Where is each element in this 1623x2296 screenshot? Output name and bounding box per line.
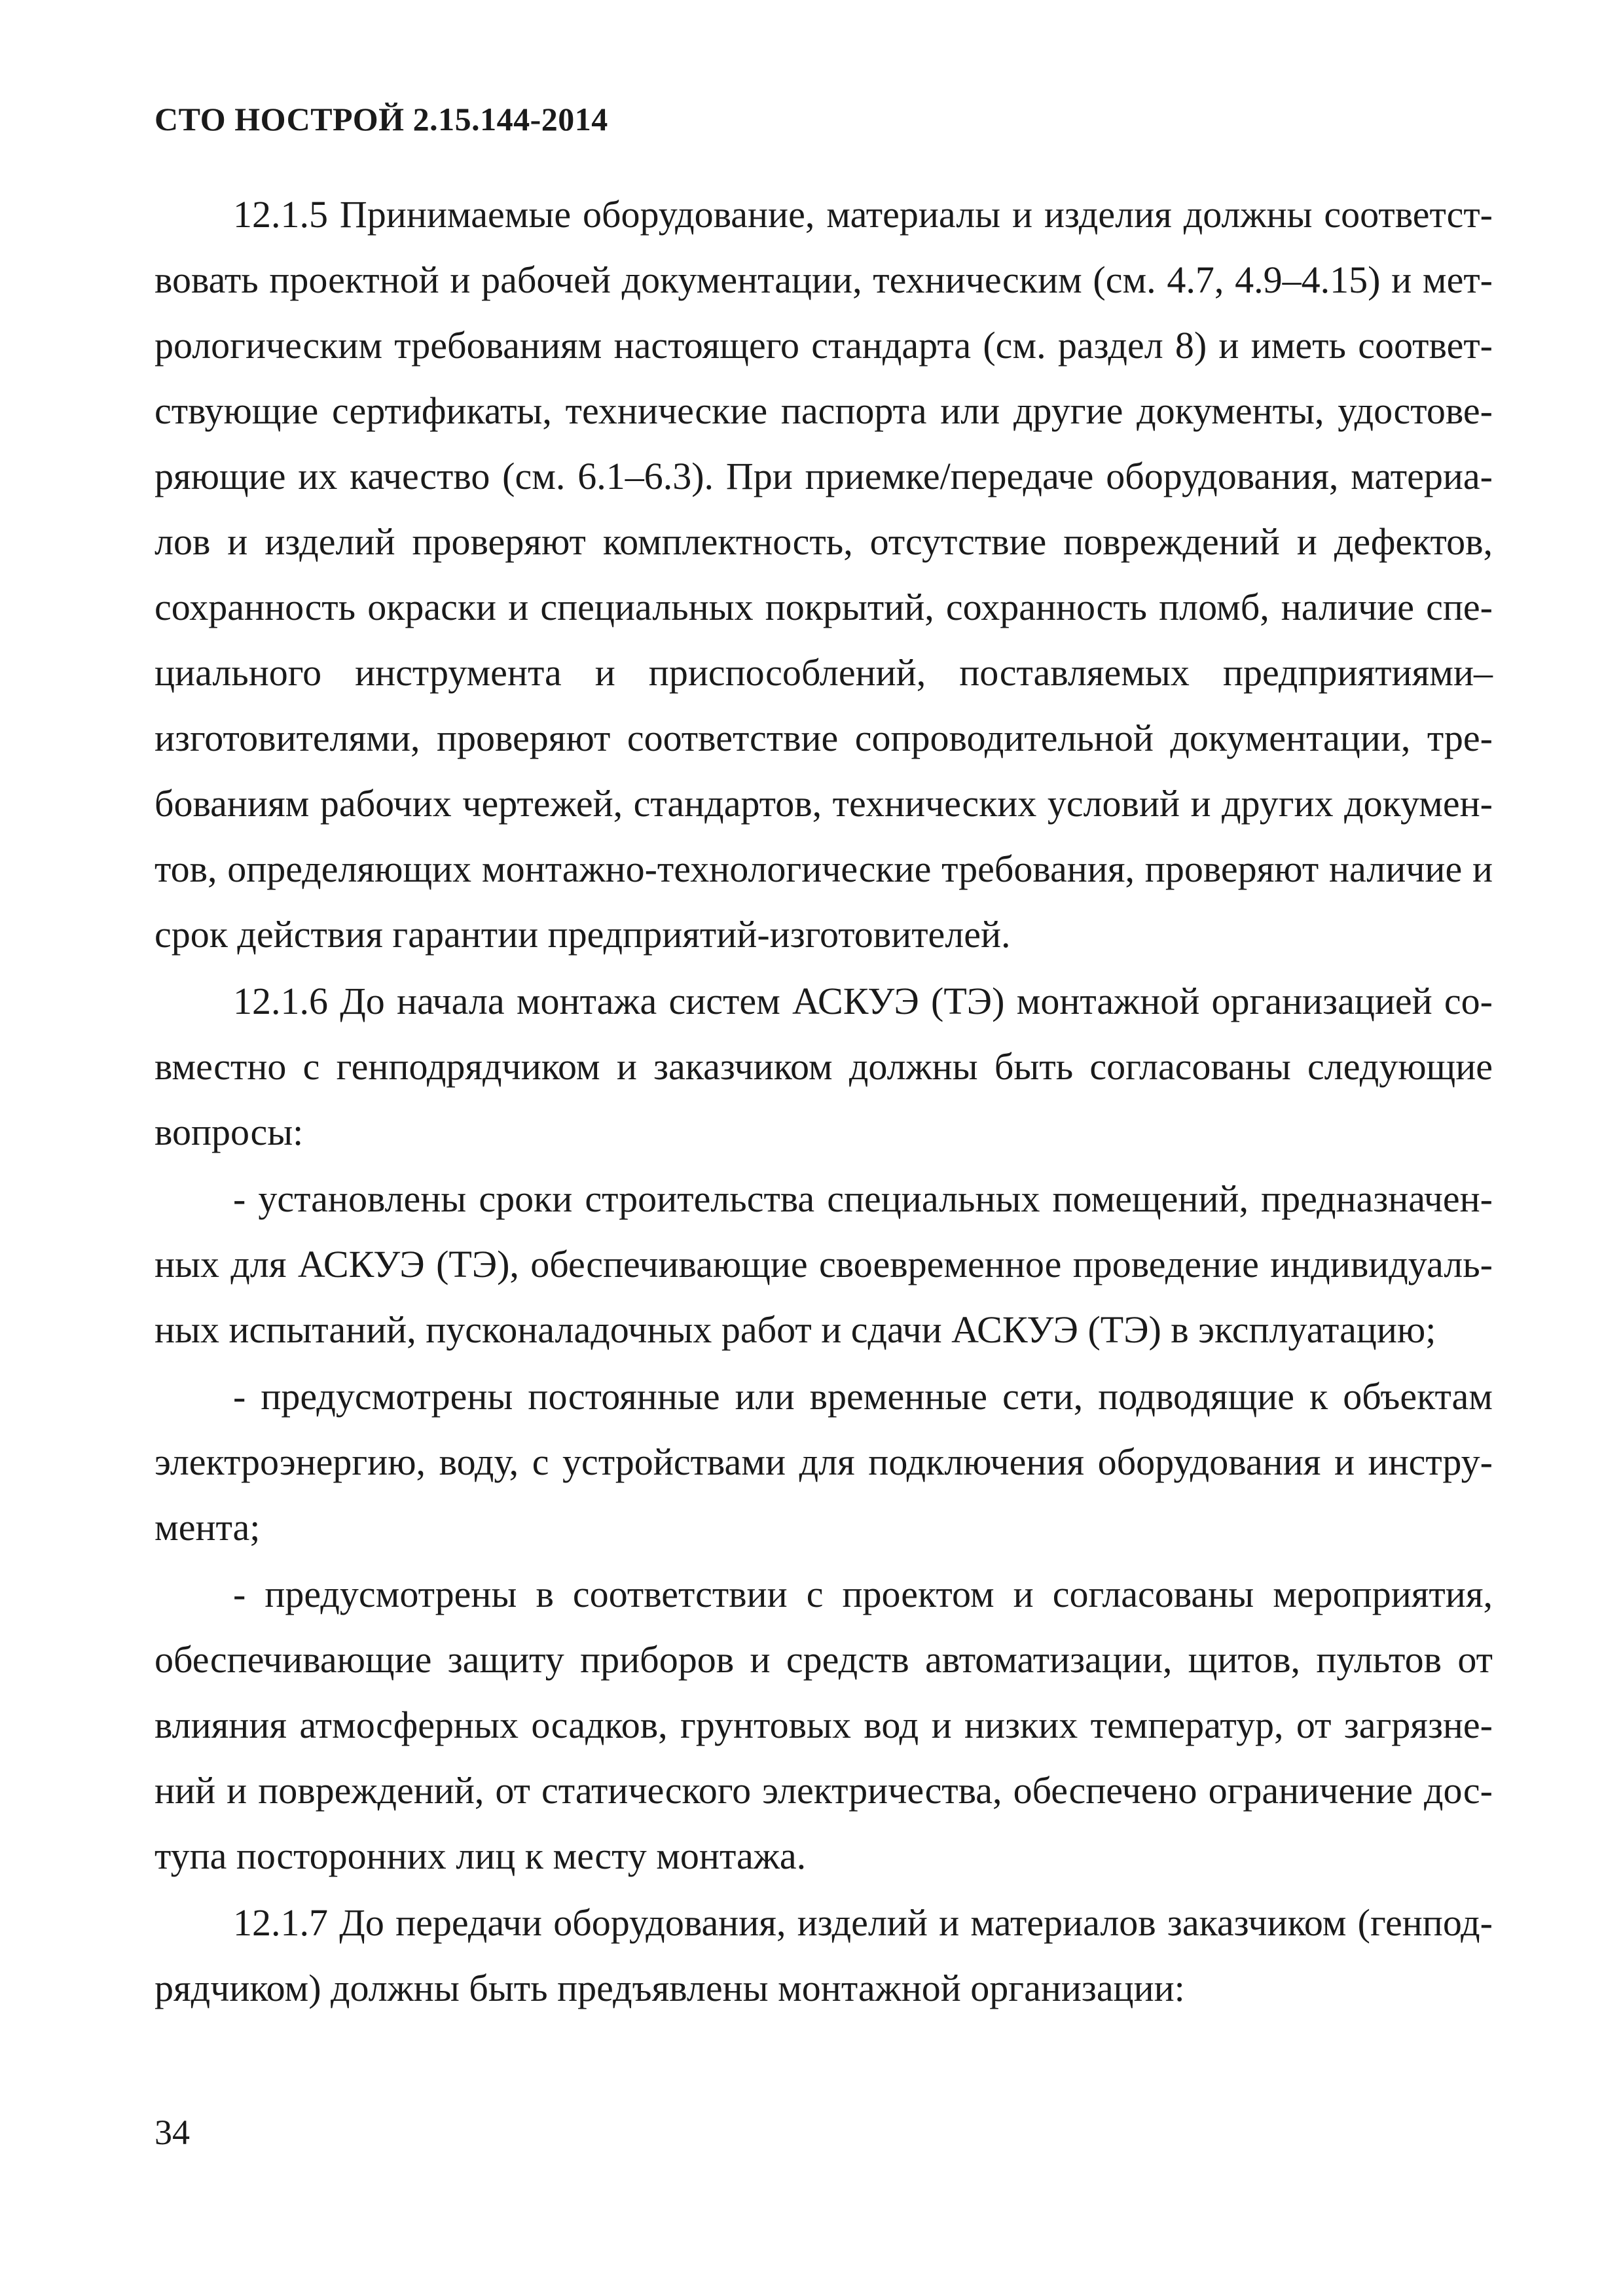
list-item-utility-networks: - предусмотрены постоянные или временные сети, подводящие к объектам электроэнергию, воду, с устройствами для подключения оборудования и инструмента;: [155, 1375, 1493, 1549]
paragraph-12-1-6: 12.1.6 До начала монтажа систем АСКУЭ (ТЭ) монтажной организацией совместно с генподрядчиком и заказчиком должны быть согласованы следующие вопросы:: [155, 980, 1493, 1153]
page-header: СТО НОСТРОЙ 2.15.144-2014: [155, 101, 608, 137]
paragraph-12-1-7: 12.1.7 До передачи оборудования, изделий и материалов заказчиком (генподрядчиком) должны быть предъявлены монтажной организации:: [155, 1901, 1493, 2009]
list-item-construction-terms: - установлены сроки строительства специальных помещений, предназначенных для АСКУЭ (ТЭ), обеспечивающие своевременное проведение индивидуальных испытаний, пусконаладочных работ и сдачи АСКУЭ (ТЭ) в эксплуатацию;: [155, 1177, 1493, 1351]
paragraph-12-1-5: 12.1.5 Принимаемые оборудование, материалы и изделия должны соответствовать проектной и рабочей документации, техническим (см. 4.7, 4.9–4.15) и метрологическим требованиям настоящего стандарта (см. раздел 8) и иметь соответствующие сертификаты, технические паспорта или другие документы, удостоверяющие их качество (см. 6.1–6.3). При приемке/передаче оборудования, материалов и изделий проверяют комплектность, отсутствие повреждений и дефектов, сохранность окраски и специальных покрытий, сохранность пломб, наличие специального инструмента и приспособлений, поставляемых предприятиями–изготовителями, проверяют соответствие сопроводительной документации, требованиям рабочих чертежей, стандартов, технических условий и других документов, определяющих монтажно-технологические требования, проверяют наличие и срок действия гарантии предприятий-изготовителей.: [155, 193, 1493, 956]
page-number: 34: [155, 2113, 190, 2152]
list-item-protection-measures: - предусмотрены в соответствии с проектом и согласованы мероприятия, обеспечивающие защиту приборов и средств автоматизации, щитов, пультов от влияния атмосферных осадков, грунтовых вод и низких температур, от загрязнений и повреждений, от статического электричества, обеспечено ограничение доступа посторонних лиц к месту монтажа.: [155, 1573, 1493, 1877]
body-text: [155, 182, 1493, 2021]
